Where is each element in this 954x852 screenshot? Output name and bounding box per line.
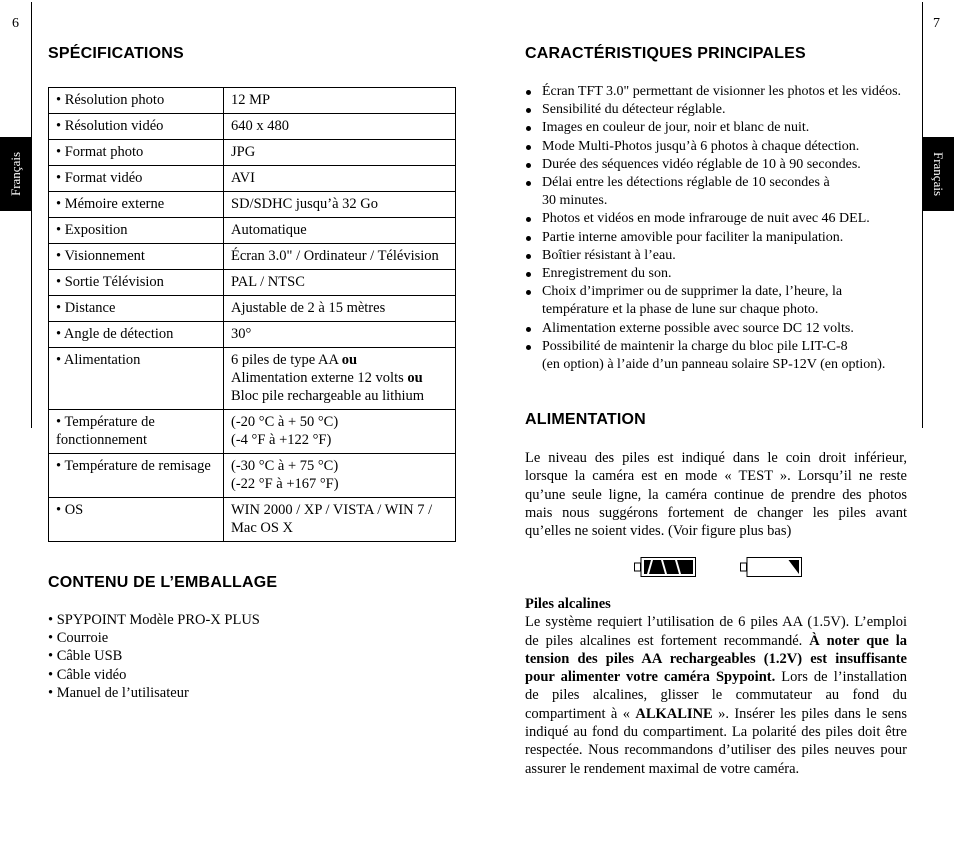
spec-value	[224, 498, 456, 542]
alkaline-text: ». Insérer les piles dans le sens indiqué au fond du compartiment. La polarité des piles doit être respectée. Nous recommandons d’utiliser des piles neuves pour assurer le rendement maximal de votre caméra.	[525, 705, 907, 777]
feature-text: Mode Multi-Photos jusqu’à 6 photos à chaque détection.	[542, 138, 860, 154]
list-item	[525, 265, 910, 283]
list-item	[525, 156, 910, 174]
list-item: • Câble USB	[48, 648, 123, 665]
spec-label: • Angle de détection	[49, 322, 224, 348]
table-row	[49, 192, 456, 218]
feature-text: Enregistrement du son.	[542, 266, 672, 282]
table-row	[49, 454, 456, 498]
spec-value-or: ou	[407, 370, 423, 386]
spec-label: • Sortie Télévision	[49, 270, 224, 296]
spec-value-line: (-30 °C à + 75 °C)	[231, 458, 339, 474]
spec-label	[49, 410, 224, 454]
spec-value: Automatique	[224, 218, 456, 244]
spec-value-line: 6 piles de type AA	[231, 352, 342, 368]
table-row	[49, 218, 456, 244]
alkaline-warning: À noter que la tension des piles AA rechargeables (1.2V) est insuffisante pour alimenter votre caméra Spypoint.	[525, 632, 907, 686]
list-item	[525, 283, 910, 319]
list-item	[525, 83, 910, 101]
power-description: Le niveau des piles est indiqué dans le coin droit inférieur, lorsque la caméra est en mode « TEST ». Lorsqu’il ne reste qu’une seule ligne, la caméra continue de prendre des photos mais nous suggérons fortement de changer les piles avant qu’elles ne soient vides. (Voir figure plus bas)	[525, 450, 907, 540]
spec-label: • OS	[49, 498, 224, 542]
table-row	[49, 270, 456, 296]
alkaline-text: Lors de l’installation de piles alcalines, glisser le commutateur au fond du compartiment à «	[525, 669, 907, 722]
feature-text: Partie interne amovible pour faciliter la manipulation.	[542, 229, 844, 245]
spec-value-line: Alimentation externe 12 volts	[231, 370, 408, 386]
spec-label: • Exposition	[49, 218, 224, 244]
spec-value-line: Mac OS X	[231, 520, 294, 536]
power-heading: ALIMENTATION	[525, 411, 646, 428]
list-item	[525, 210, 910, 228]
list-item: • SPYPOINT Modèle PRO-X PLUS	[48, 612, 260, 628]
table-row	[49, 410, 456, 454]
feature-text: 30 minutes.	[542, 193, 608, 209]
battery-low-icon	[740, 557, 802, 577]
language-tab-left	[0, 137, 32, 211]
feature-text: température et la phase de lune sur chaque photo.	[542, 302, 819, 318]
spec-value: JPG	[224, 140, 456, 166]
spec-label: • Visionnement	[49, 244, 224, 270]
spec-value: PAL / NTSC	[224, 270, 456, 296]
feature-text: Images en couleur de jour, noir et blanc de nuit.	[542, 120, 810, 136]
table-row	[49, 114, 456, 140]
alkaline-switch-label: ALKALINE	[635, 705, 713, 722]
feature-text: Possibilité de maintenir la charge du bloc pile LIT-C-8	[542, 338, 848, 354]
feature-text: Choix d’imprimer ou de supprimer la date, l’heure, la	[542, 284, 843, 300]
spec-value	[224, 454, 456, 498]
spec-value: 30°	[224, 322, 456, 348]
spec-value: 12 MP	[224, 88, 456, 114]
list-item: • Manuel de l’utilisateur	[48, 684, 189, 701]
spec-label: • Alimentation	[49, 348, 224, 410]
feature-text: Sensibilité du détecteur réglable.	[542, 102, 726, 118]
spec-label-line: • Température de	[56, 414, 155, 430]
left-margin-rule	[31, 2, 32, 428]
feature-text: Durée des séquences vidéo réglable de 10 à 90 secondes.	[542, 156, 861, 172]
spec-label: • Résolution photo	[49, 88, 224, 114]
spec-value-line: (-20 °C à + 50 °C)	[231, 414, 339, 430]
alkaline-title: Piles alcalines	[525, 596, 611, 612]
list-item	[525, 320, 910, 338]
feature-text: Photos et vidéos en mode infrarouge de nuit avec 46 DEL.	[542, 211, 870, 227]
package-contents-heading: CONTENU DE L’EMBALLAGE	[48, 574, 278, 591]
feature-text: (en option) à l’aide d’un panneau solaire SP-12V (en option).	[542, 357, 886, 373]
list-item: • Courroie	[48, 630, 109, 647]
battery-full-icon	[634, 557, 696, 577]
spec-value: SD/SDHC jusqu’à 32 Go	[224, 192, 456, 218]
language-tab-label: Français	[931, 151, 947, 197]
spec-label-line: fonctionnement	[56, 432, 148, 448]
package-contents-list	[48, 611, 448, 702]
page-number-right: 7	[933, 16, 940, 31]
spec-label: • Résolution vidéo	[49, 114, 224, 140]
alkaline-batteries-section	[525, 595, 907, 778]
table-row	[49, 296, 456, 322]
main-features-heading: CARACTÉRISTIQUES PRINCIPALES	[525, 45, 806, 62]
language-tab-label: Français	[8, 151, 24, 197]
table-row	[49, 140, 456, 166]
table-row	[49, 348, 456, 410]
table-row	[49, 498, 456, 542]
spec-value: Écran 3.0" / Ordinateur / Télévision	[224, 244, 456, 270]
spec-label: • Mémoire externe	[49, 192, 224, 218]
spec-value	[224, 410, 456, 454]
feature-text: Délai entre les détections réglable de 10 secondes à	[542, 175, 830, 191]
table-row	[49, 88, 456, 114]
spec-value-line: (-22 °F à +167 °F)	[231, 476, 339, 492]
spec-label: • Température de remisage	[49, 454, 224, 498]
spec-value-line: Bloc pile rechargeable au lithium	[231, 388, 424, 404]
table-row	[49, 244, 456, 270]
spec-value-or: ou	[341, 352, 358, 368]
spec-value: Ajustable de 2 à 15 mètres	[224, 296, 456, 322]
specifications-table	[48, 87, 456, 542]
spec-value: 640 x 480	[224, 114, 456, 140]
spec-value: AVI	[224, 166, 456, 192]
spec-label: • Distance	[49, 296, 224, 322]
feature-text: Boîtier résistant à l’eau.	[542, 247, 676, 263]
specifications-heading: SPÉCIFICATIONS	[48, 45, 184, 62]
list-item	[525, 247, 910, 265]
list-item	[525, 101, 910, 119]
language-tab-right	[922, 137, 954, 211]
list-item	[525, 338, 910, 374]
main-features-list	[525, 83, 910, 374]
list-item	[525, 229, 910, 247]
feature-text: Écran TFT 3.0" permettant de visionner les photos et les vidéos.	[542, 84, 902, 99]
list-item	[525, 119, 910, 137]
table-row	[49, 322, 456, 348]
alkaline-text: Le système requiert l’utilisation de 6 piles AA (1.5V). L’emploi de piles alcalines est fortement recommandé.	[525, 614, 907, 649]
list-item	[525, 174, 910, 210]
spec-value	[224, 348, 456, 410]
list-item: • Câble vidéo	[48, 666, 127, 683]
feature-text: Alimentation externe possible avec source DC 12 volts.	[542, 320, 854, 336]
spec-value-line: (-4 °F à +122 °F)	[231, 432, 332, 448]
spec-label: • Format vidéo	[49, 166, 224, 192]
page-number-left: 6	[12, 16, 19, 31]
right-margin-rule	[922, 2, 923, 428]
list-item	[525, 138, 910, 156]
table-row	[49, 166, 456, 192]
spec-value-line: WIN 2000 / XP / VISTA / WIN 7 /	[231, 502, 433, 518]
spec-label: • Format photo	[49, 140, 224, 166]
